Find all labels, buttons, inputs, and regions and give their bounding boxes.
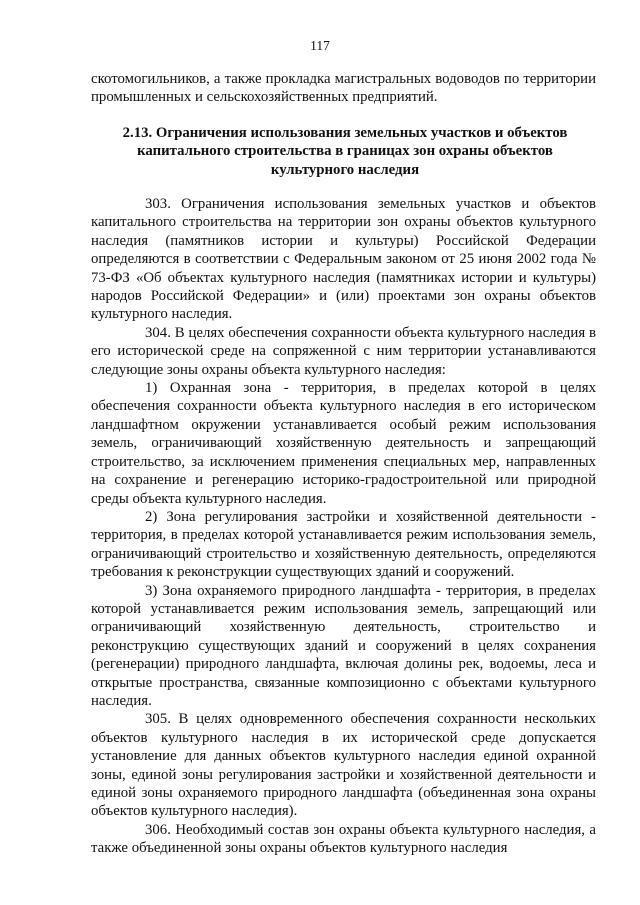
section-title: 2.13. Ограничения использования земельных участков и объектов капитального строительства в границах зон охраны объектов культурного наследия [122,125,568,178]
paragraph-305: 305. В целях одновременного обеспечения сохранности нескольких объектов культурного наследия в их исторической среде допускается установление для данных объектов культурного наследия единой охранной зоны, единой зоны регулирования застройки и хозяйственной деятельности и единой зоны охраняемого природного ландшафта (объединенная зона охраны объектов культурного наследия). [91,711,596,820]
list-item-3-landscape-zone: 3) Зона охраняемого природного ландшафта - территория, в пределах которой устанавливается режим использования земель, запрещающий или ограничивающий хозяйственную деятельность, строительство и реконструкцию существующих зданий и сооружений в целях сохранения (регенерации) природного ландшафта, включая долины рек, водоемы, леса и открытые пространства, связанные композиционно с объектами культурного наследия. [91,582,596,709]
page-number: 117 [310,38,330,53]
continuation-paragraph: скотомогильников, а также прокладка магистральных водоводов по территории промышленных и сельскохозяйственных предприятий. [91,71,596,106]
paragraph-306: 306. Необходимый состав зон охраны объекта культурного наследия, а также объединенной зоны охраны объектов культурного наследия [91,821,596,857]
paragraph-303: 303. Ограничения использования земельных участков и объектов капитального строительства на территории зон охраны объектов культурного наследия (памятников истории и культуры) Российской Федерации определяются в соответствии с Федеральным законом от 25 июня 2002 года № 73-ФЗ «Об объектах культурного наследия (памятниках истории и культуры) народов Российской Федерации» и (или) проектами зон охраны объектов культурного наследия. [91,196,596,323]
section-body [91,195,596,858]
list-item-2-regulation-zone: 2) Зона регулирования застройки и хозяйственной деятельности - территория, в пределах которой устанавливается режим использования земель, ограничивающий строительство и хозяйственную деятельность, определяются требования к реконструкции существующих зданий и сооружений. [91,508,596,581]
continuation-text [91,70,596,107]
paragraph-304: 304. В целях обеспечения сохранности объекта культурного наследия в его исторической среде на сопряженной с ним территории устанавливаются следующие зоны охраны объекта культурного наследия: [91,324,596,378]
list-item-1-protective-zone: 1) Охранная зона - территория, в пределах которой в целях обеспечения сохранности объекта культурного наследия в его историческом ландшафтном окружении устанавливается особый режим использования земель, ограничивающий хозяйственную деятельность и запрещающий строительство, за исключением применения специальных мер, направленных на сохранение и регенерацию историко-градостроительной или природной среды объекта культурного наследия. [91,380,596,507]
